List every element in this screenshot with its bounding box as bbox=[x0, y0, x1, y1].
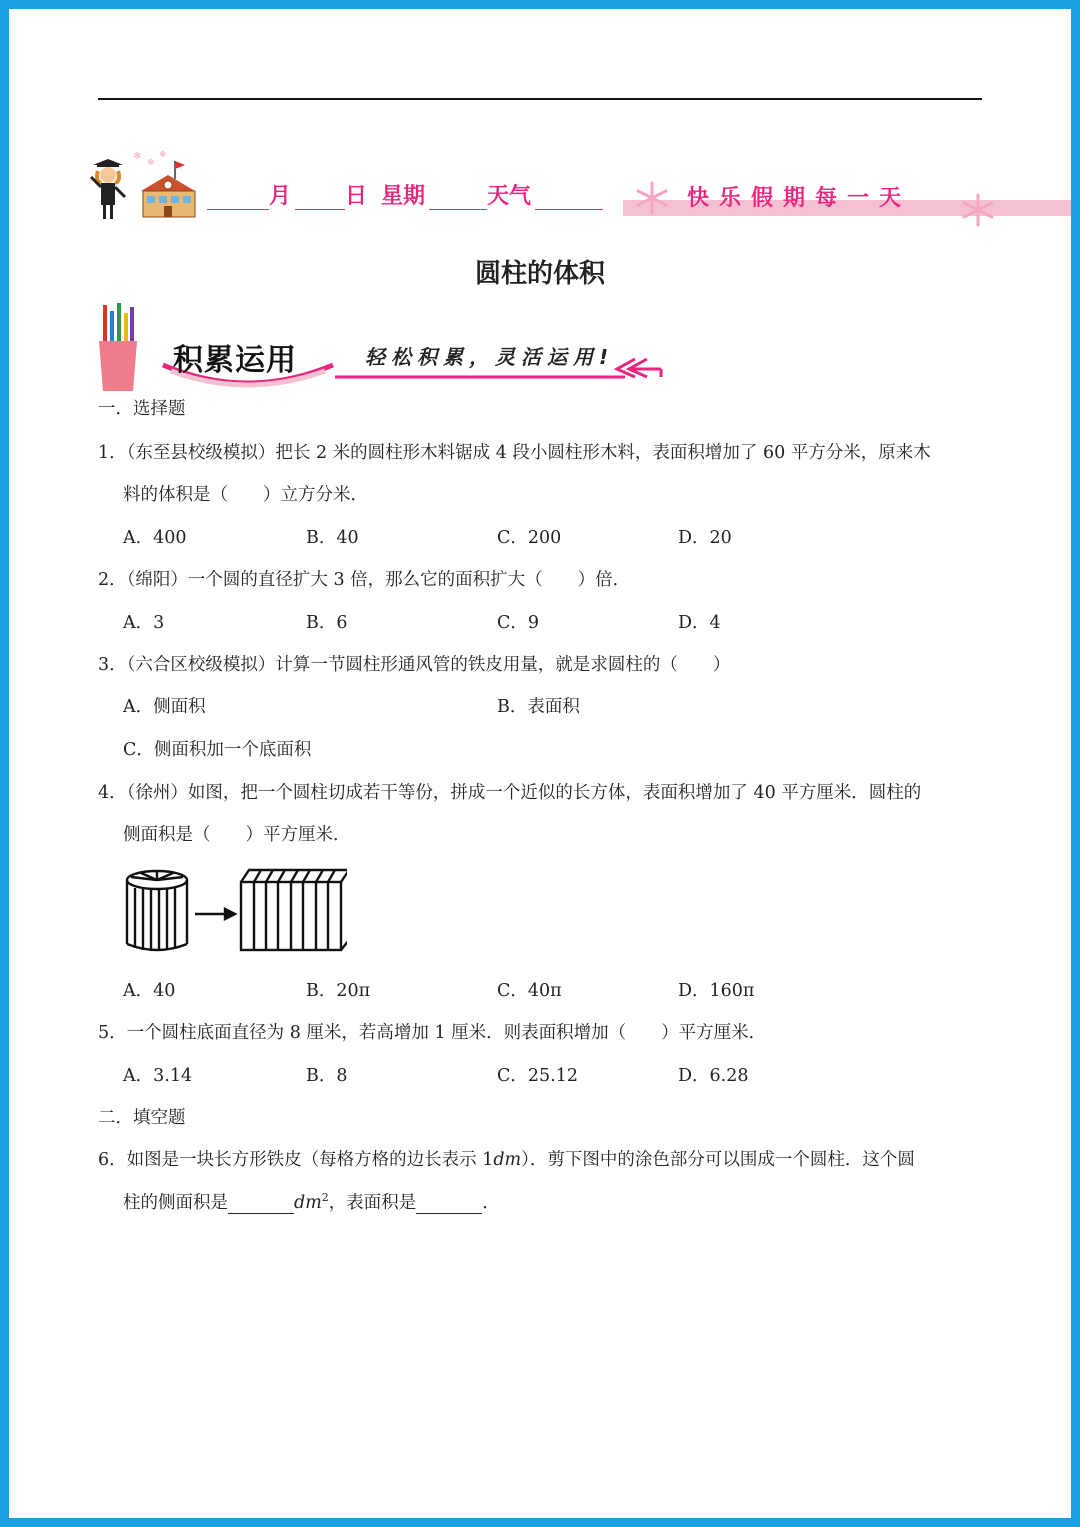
q6-end-mark: ． bbox=[482, 1193, 500, 1213]
q6-line2 bbox=[123, 1189, 500, 1214]
student-illustration bbox=[89, 157, 129, 227]
q1-option-c[interactable]: C．200 bbox=[497, 528, 562, 548]
section-slogan: 轻松积累，灵活运用! bbox=[365, 345, 615, 369]
q3-option-b[interactable]: B．表面积 bbox=[497, 697, 580, 717]
header-banner bbox=[89, 137, 1071, 237]
month-label: 月 bbox=[269, 184, 292, 209]
q2-line1: 2．（绵阳）一个圆的直径扩大 3 倍，那么它的面积扩大（ ）倍． bbox=[98, 570, 631, 590]
q2-option-b[interactable]: B．6 bbox=[306, 613, 348, 633]
school-building-illustration bbox=[131, 149, 205, 219]
q5-option-d[interactable]: D．6.28 bbox=[678, 1066, 749, 1086]
flake-icon: ❄ bbox=[133, 151, 142, 162]
q4-option-a[interactable]: A．40 bbox=[123, 981, 176, 1001]
weather-blank[interactable] bbox=[535, 181, 603, 210]
q6-line1-start: 6．如图是一块长方形铁皮（每格方格的边长表示 1 bbox=[98, 1150, 494, 1170]
q6-exponent: 2 bbox=[321, 1191, 329, 1205]
q1-line2: 料的体积是（ ）立方分米． bbox=[123, 485, 368, 505]
surface-area-blank[interactable] bbox=[416, 1193, 482, 1214]
page-title: 圆柱的体积 bbox=[474, 259, 605, 289]
q2-option-d[interactable]: D．4 bbox=[678, 613, 721, 633]
weekday-label: 星期 bbox=[381, 184, 426, 209]
q1-line1: 1．（东至县校级模拟）把长 2 米的圆柱形木料锯成 4 段小圆柱形木料，表面积增加了 60 平方分米，原来木 bbox=[98, 443, 931, 463]
q6-lateral-label: 柱的侧面积是 bbox=[123, 1193, 228, 1213]
q3-option-c[interactable]: C．侧面积加一个底面积 bbox=[123, 740, 312, 760]
section-header bbox=[97, 301, 667, 393]
q1-option-a[interactable]: A．400 bbox=[123, 528, 187, 548]
q2-option-a[interactable]: A．3 bbox=[123, 613, 165, 633]
lateral-area-blank[interactable] bbox=[228, 1193, 294, 1214]
arrow-icon bbox=[195, 909, 235, 919]
cylinder-to-cuboid-figure bbox=[121, 864, 347, 954]
q5-option-b[interactable]: B．8 bbox=[306, 1066, 348, 1086]
q3-option-a[interactable]: A．侧面积 bbox=[123, 697, 206, 717]
part1-heading: 一．选择题 bbox=[98, 399, 186, 419]
q3-line1: 3．（六合区校级模拟）计算一节圆柱形通风管的铁皮用量，就是求圆柱的（ ） bbox=[98, 655, 731, 675]
worksheet-page bbox=[9, 9, 1071, 1518]
month-blank[interactable] bbox=[207, 181, 269, 210]
section-title: 积累运用 bbox=[173, 343, 297, 378]
q1-option-d[interactable]: D．20 bbox=[678, 528, 732, 548]
flake-icon: ❄ bbox=[159, 150, 167, 160]
q6-line1 bbox=[98, 1146, 915, 1171]
weather-label: 天气 bbox=[487, 184, 532, 209]
date-weather-line bbox=[207, 179, 603, 219]
cuboid-shape bbox=[241, 870, 347, 950]
q6-line1-end: ）．剪下图中的涂色部分可以围成一个圆柱．这个圆 bbox=[521, 1150, 915, 1170]
q5-option-a[interactable]: A．3.14 bbox=[123, 1066, 193, 1086]
cylinder-shape bbox=[127, 871, 187, 951]
q5-line1: 5．一个圆柱底面直径为 8 厘米，若高增加 1 厘米．则表面积增加（ ）平方厘米． bbox=[98, 1023, 767, 1043]
q4-line1: 4．（徐州）如图，把一个圆柱切成若干等份，拼成一个近似的长方体，表面积增加了 40 平方厘米．圆柱的 bbox=[98, 783, 922, 803]
flake-icon: ❄ bbox=[147, 158, 155, 168]
q4-option-b[interactable]: B．20π bbox=[306, 981, 371, 1001]
q1-option-b[interactable]: B．40 bbox=[306, 528, 359, 548]
snowflake-icon bbox=[635, 181, 669, 215]
q4-line2: 侧面积是（ ）平方厘米． bbox=[123, 825, 351, 845]
q5-option-c[interactable]: C．25.12 bbox=[497, 1066, 578, 1086]
q6-surface-label: ，表面积是 bbox=[328, 1193, 417, 1213]
part2-heading: 二．填空题 bbox=[98, 1108, 186, 1128]
q2-option-c[interactable]: C．9 bbox=[497, 613, 540, 633]
q4-option-c[interactable]: C．40π bbox=[497, 981, 562, 1001]
pencil-cup-icon bbox=[97, 301, 139, 393]
snowflake-icon bbox=[961, 193, 995, 227]
motto-text: 快乐假期每一天 bbox=[687, 186, 912, 211]
day-label: 日 bbox=[345, 184, 368, 209]
q6-area-unit: dm bbox=[294, 1193, 322, 1213]
q6-unit: dm bbox=[493, 1150, 522, 1170]
weekday-blank[interactable] bbox=[429, 181, 487, 210]
day-blank[interactable] bbox=[295, 181, 345, 210]
q4-option-d[interactable]: D．160π bbox=[678, 981, 755, 1001]
top-rule bbox=[98, 98, 982, 100]
